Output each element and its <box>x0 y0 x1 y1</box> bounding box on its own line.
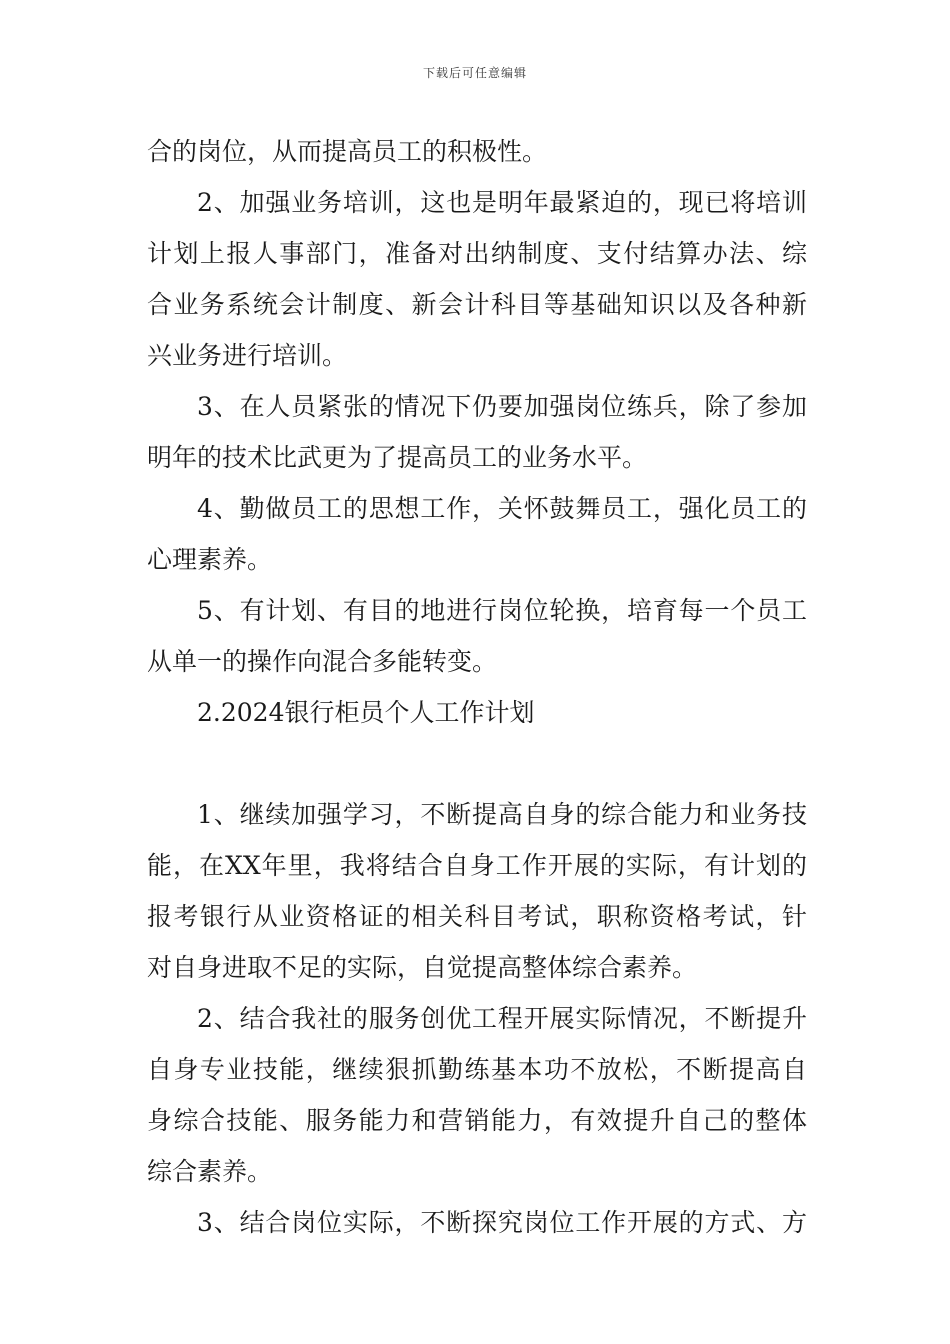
paragraph-line: 身综合技能、服务能力和营销能力，有效提升自己的整体 <box>147 1106 807 1135</box>
paragraph-line: 明年的技术比武更为了提高员工的业务水平。 <box>147 443 648 472</box>
paragraph-line: 从单一的操作向混合多能转变。 <box>147 647 498 676</box>
paragraph-line: 心理素养。 <box>147 545 273 574</box>
paragraph-line: 报考银行从业资格证的相关科目考试，职称资格考试，针 <box>147 902 807 931</box>
section-heading: 2.2024银行柜员个人工作计划 <box>197 698 535 727</box>
blank-line <box>147 738 807 789</box>
paragraph-line: 合的岗位，从而提高员工的积极性。 <box>147 137 548 166</box>
paragraph-line: 合业务系统会计制度、新会计科目等基础知识以及各种新 <box>147 290 807 319</box>
document-body <box>147 126 807 1248</box>
paragraph-line: 5、有计划、有目的地进行岗位轮换，培育每一个员工 <box>197 596 807 625</box>
paragraph-line: 能，在XX年里，我将结合自身工作开展的实际，有计划的 <box>147 851 807 880</box>
paragraph-line: 4、勤做员工的思想工作，关怀鼓舞员工，强化员工的 <box>197 494 807 523</box>
paragraph-line: 3、结合岗位实际，不断探究岗位工作开展的方式、方 <box>197 1208 807 1237</box>
page-header: 下载后可任意编辑 <box>422 66 527 80</box>
paragraph-line: 1、继续加强学习，不断提高自身的综合能力和业务技 <box>197 800 807 829</box>
paragraph-line: 3、在人员紧张的情况下仍要加强岗位练兵，除了参加 <box>197 392 807 421</box>
paragraph-line: 对自身进取不足的实际，自觉提高整体综合素养。 <box>147 953 698 982</box>
paragraph-line: 自身专业技能，继续狠抓勤练基本功不放松，不断提高自 <box>147 1055 807 1084</box>
paragraph-line: 2、结合我社的服务创优工程开展实际情况，不断提升 <box>197 1004 807 1033</box>
paragraph-line: 兴业务进行培训。 <box>147 341 348 370</box>
paragraph-line: 综合素养。 <box>147 1157 273 1186</box>
paragraph-line: 计划上报人事部门，准备对出纳制度、支付结算办法、综 <box>147 239 807 268</box>
paragraph-line: 2、加强业务培训，这也是明年最紧迫的，现已将培训 <box>197 188 807 217</box>
